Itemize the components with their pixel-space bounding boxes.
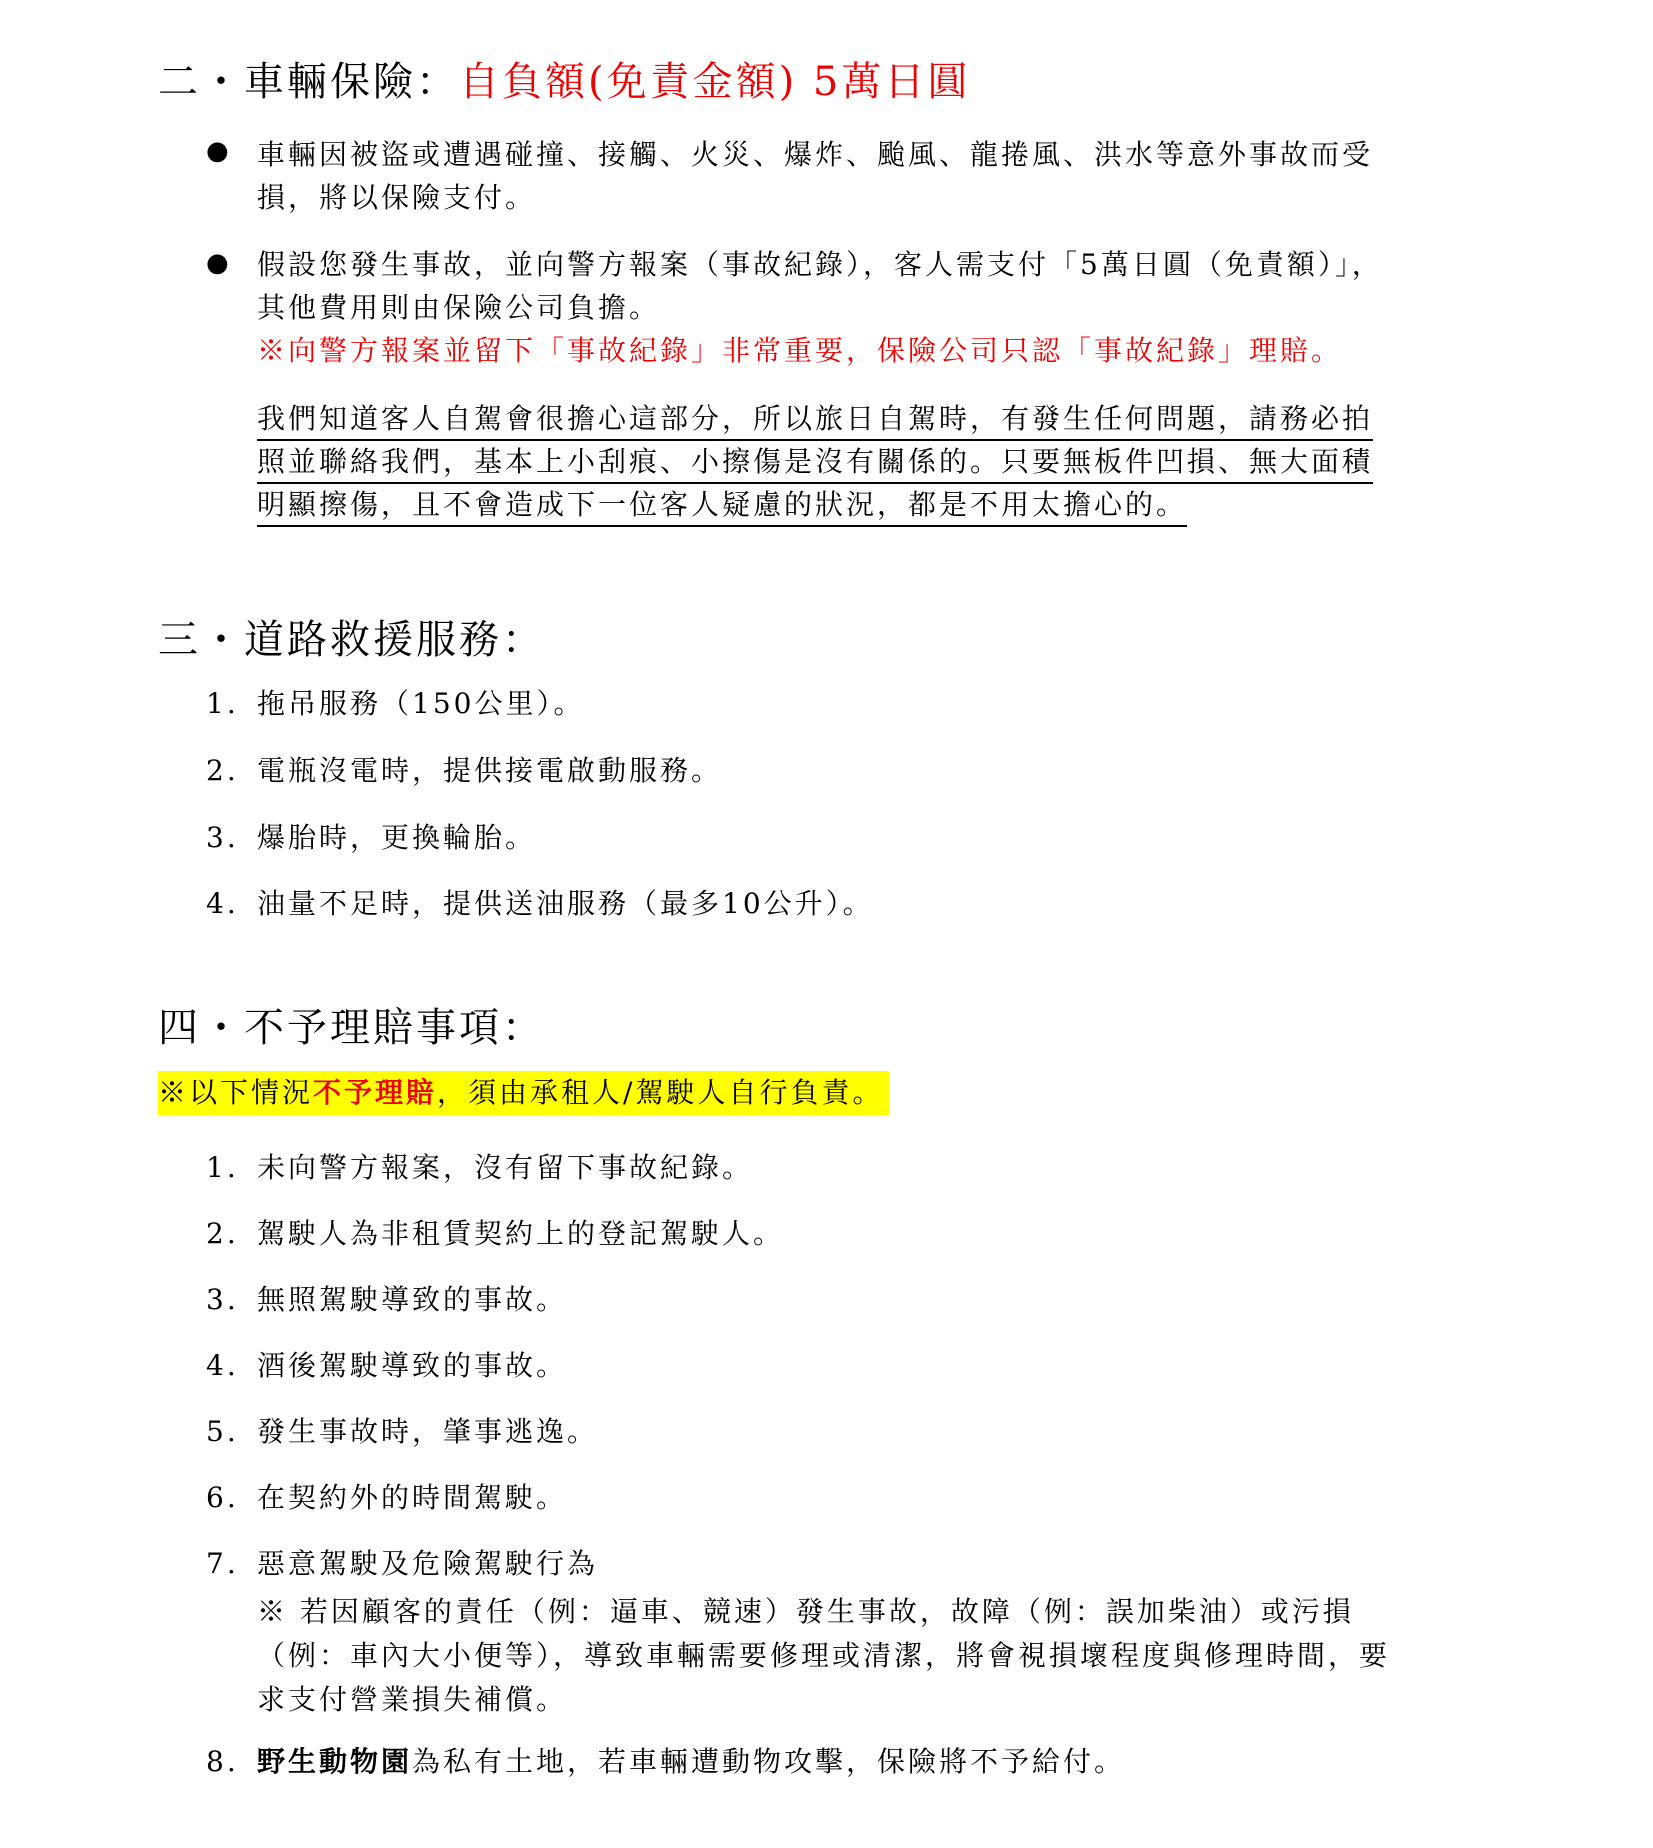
list-item [206,684,584,724]
item-number: 3. [206,1283,239,1316]
bullet-2-line-2: 其他費用則由保險公司負擔。 [257,291,661,324]
section2-heading-deductible: 自負額(免責金額) 5萬日圓 [459,59,971,105]
section2-heading [158,58,970,106]
item7-note-line-3: 求支付營業損失補償。 [257,1683,568,1716]
bullet-dot-icon: ● [206,136,229,166]
item-text: 拖吊服務（150公里）。 [257,687,585,720]
item-text: 在契約外的時間駕駛。 [257,1481,568,1514]
item-text: 發生事故時，肇事逃逸。 [257,1415,599,1448]
item7-note-line-2: （例：車內大小便等），導致車輛需要修理或清潔，將會視損壞程度與修理時間，要 [257,1639,1391,1672]
item-text: 酒後駕駛導致的事故。 [257,1349,568,1382]
notice-prefix: ※以下情況 [158,1076,314,1109]
reassurance-paragraph [257,398,1457,527]
section2-bullet-2 [257,243,1457,372]
bullet-2-red-note: ※向警方報案並留下「事故紀錄」非常重要，保險公司只認「事故紀錄」理賠。 [257,334,1343,367]
item7-note-line-1: ※ 若因顧客的責任（例：逼車、競速）發生事故，故障（例：誤加柴油）或污損 [257,1595,1354,1628]
list-item [206,1742,1125,1782]
item-number: 4. [206,1349,239,1382]
reassurance-line-3: 明顯擦傷，且不會造成下一位客人疑慮的狀況，都是不用太擔心的。 [257,484,1187,527]
item-text: 爆胎時，更換輪胎。 [257,821,537,854]
list-item [206,818,536,858]
item-number: 8. [206,1745,239,1778]
section2-heading-prefix: 二・車輛保險： [158,59,459,105]
list-item [206,1478,567,1518]
list-item [206,884,874,924]
item-text: 惡意駕駛及危險駕駛行為 [257,1547,599,1580]
bullet-2-line-1: 假設您發生事故，並向警方報案（事故紀錄），客人需支付「5萬日圓（免責額）」， [257,248,1383,281]
item-number: 5. [206,1415,239,1448]
item-number: 6. [206,1481,239,1514]
item-number: 1. [206,687,239,720]
item-number: 7. [206,1547,239,1580]
item-text: 駕駛人為非租賃契約上的登記駕駛人。 [257,1217,785,1250]
notice-suffix: ，須由承租人/駕駛人自行負責。 [437,1076,884,1109]
item-text: 為私有土地，若車輛遭動物攻擊，保險將不予給付。 [412,1745,1126,1778]
bullet-1-line-1: 車輛因被盜或遭遇碰撞、接觸、火災、爆炸、颱風、龍捲風、洪水等意外事故而受 [257,138,1374,171]
safari-park-term: 野生動物園 [257,1745,413,1778]
section2-bullet-1 [257,133,1457,219]
list-item [206,1214,784,1254]
exclusion-notice-highlight [158,1071,889,1115]
item-text: 無照駕駛導致的事故。 [257,1283,568,1316]
bullet-dot-icon: ● [206,248,229,278]
item-number: 4. [206,887,239,920]
item-text: 油量不足時，提供送油服務（最多10公升）。 [257,887,874,920]
item-text: 未向警方報案，沒有留下事故紀錄。 [257,1151,754,1184]
item-number: 3. [206,821,239,854]
list-item [206,751,722,791]
section4-heading: 四・不予理賠事項： [158,1005,545,1051]
reassurance-line-1: 我們知道客人自駕會很擔心這部分，所以旅日自駕時，有發生任何問題，請務必拍 [257,398,1373,441]
item-number: 2. [206,754,239,787]
section3-heading: 三・道路救援服務： [158,617,545,663]
list-item [206,1280,567,1320]
notice-no-compensation: 不予理賠 [313,1076,438,1109]
bullet-1-line-2: 損，將以保險支付。 [257,181,537,214]
item-number: 2. [206,1217,239,1250]
reassurance-line-2: 照並聯絡我們，基本上小刮痕、小擦傷是沒有關係的。只要無板件凹損、無大面積 [257,441,1373,484]
item-number: 1. [206,1151,239,1184]
item7-note [257,1590,1467,1722]
list-item [206,1346,567,1386]
list-item [206,1544,598,1584]
list-item [206,1148,753,1188]
list-item [206,1412,598,1452]
item-text: 電瓶沒電時，提供接電啟動服務。 [257,754,723,787]
